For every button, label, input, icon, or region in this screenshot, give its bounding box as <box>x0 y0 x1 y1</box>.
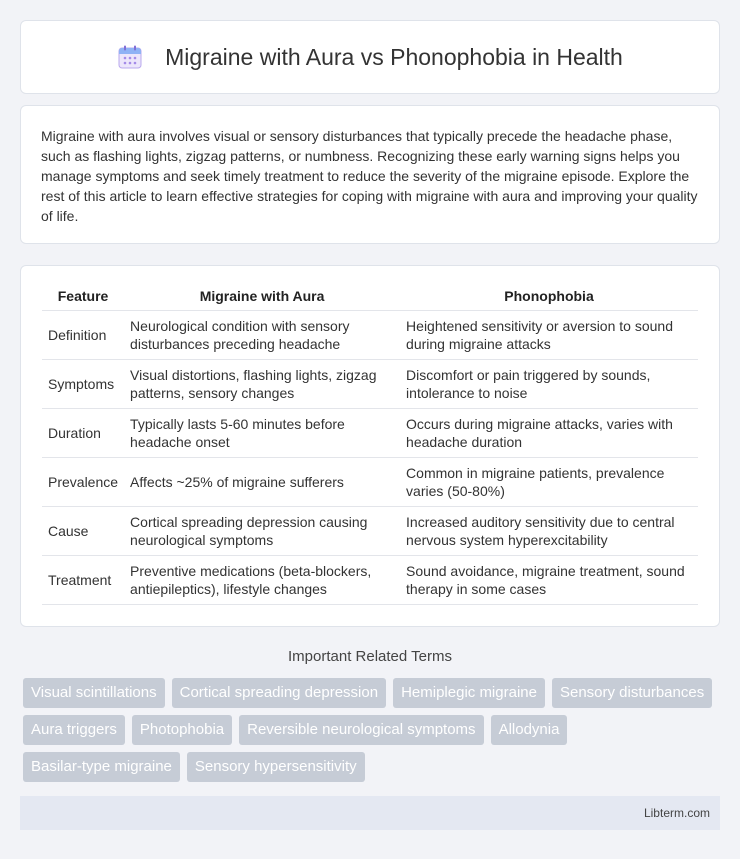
cell-feature: Symptoms <box>42 359 124 408</box>
related-term-tag[interactable]: Basilar-type migraine <box>23 752 180 782</box>
related-term-tag[interactable]: Allodynia <box>491 715 568 745</box>
footer-brand-link[interactable]: Libterm.com <box>643 806 710 820</box>
related-term-tag[interactable]: Photophobia <box>132 715 232 745</box>
table-row <box>42 408 698 457</box>
comparison-card <box>20 265 720 627</box>
table-row <box>42 506 698 555</box>
cell-feature: Treatment <box>42 555 124 604</box>
header-feature: Feature <box>42 286 124 310</box>
cell-migraine: Cortical spreading depression causing neurological symptoms <box>124 506 400 555</box>
table-header-row <box>42 286 698 310</box>
cell-feature: Prevalence <box>42 457 124 506</box>
cell-migraine: Affects ~25% of migraine sufferers <box>124 457 400 506</box>
cell-migraine: Visual distortions, flashing lights, zigzag patterns, sensory changes <box>124 359 400 408</box>
title-card <box>20 20 720 94</box>
page-title: Migraine with Aura vs Phonophobia in Health <box>165 43 623 70</box>
footer <box>20 796 720 830</box>
cell-phonophobia: Sound avoidance, migraine treatment, sound therapy in some cases <box>400 555 698 604</box>
related-term-tag[interactable]: Cortical spreading depression <box>172 678 386 708</box>
cell-migraine: Neurological condition with sensory disturbances preceding headache <box>124 310 400 359</box>
cell-phonophobia: Discomfort or pain triggered by sounds, intolerance to noise <box>400 359 698 408</box>
intro-text: Migraine with aura involves visual or sensory disturbances that typically precede the headache phase, such as flashing lights, zigzag patterns, or numbness. Recognizing these early warning signs helps you manage symptoms and seek timely treatment to reduce the severity of the migraine episode. Explore the rest of this article to learn effective strategies for coping with migraine with aura and improving your quality of life. <box>41 128 698 224</box>
header-phonophobia: Phonophobia <box>400 286 698 310</box>
related-terms-list <box>20 678 720 782</box>
related-terms-section <box>20 648 720 782</box>
related-term-tag[interactable]: Reversible neurological symptoms <box>239 715 483 745</box>
related-term-tag[interactable]: Aura triggers <box>23 715 125 745</box>
related-term-tag[interactable]: Sensory disturbances <box>552 678 712 708</box>
cell-phonophobia: Occurs during migraine attacks, varies with headache duration <box>400 408 698 457</box>
table-row <box>42 359 698 408</box>
related-term-tag[interactable]: Visual scintillations <box>23 678 165 708</box>
cell-migraine: Preventive medications (beta-blockers, antiepileptics), lifestyle changes <box>124 555 400 604</box>
related-term-tag[interactable]: Hemiplegic migraine <box>393 678 545 708</box>
table-row <box>42 555 698 604</box>
intro-card <box>20 105 720 244</box>
cell-phonophobia: Increased auditory sensitivity due to central nervous system hyperexcitability <box>400 506 698 555</box>
cell-feature: Duration <box>42 408 124 457</box>
cell-feature: Definition <box>42 310 124 359</box>
cell-migraine: Typically lasts 5-60 minutes before headache onset <box>124 408 400 457</box>
cell-phonophobia: Heightened sensitivity or aversion to sound during migraine attacks <box>400 310 698 359</box>
cell-phonophobia: Common in migraine patients, prevalence varies (50-80%) <box>400 457 698 506</box>
related-term-tag[interactable]: Sensory hypersensitivity <box>187 752 365 782</box>
cell-feature: Cause <box>42 506 124 555</box>
table-row <box>42 310 698 359</box>
header-migraine-with-aura: Migraine with Aura <box>124 286 400 310</box>
related-terms-heading: Important Related Terms <box>288 648 452 665</box>
comparison-table <box>42 286 698 605</box>
table-row <box>42 457 698 506</box>
calendar-icon <box>117 44 143 70</box>
